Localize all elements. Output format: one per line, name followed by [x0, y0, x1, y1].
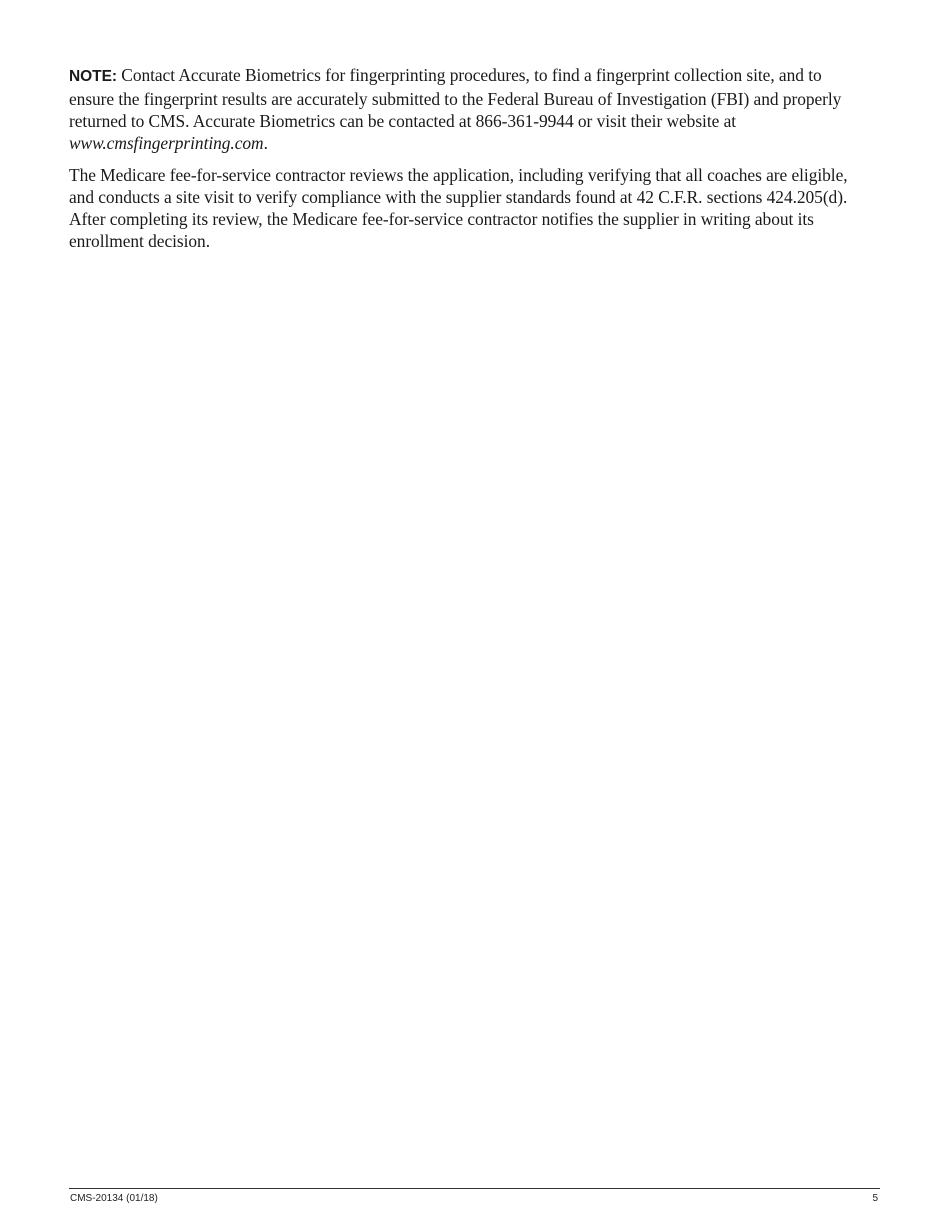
note-label: NOTE:	[69, 68, 117, 85]
page-content	[69, 64, 869, 262]
fingerprinting-website-link[interactable]: www.cmsfingerprinting.com	[69, 133, 264, 153]
page-number: 5	[872, 1193, 878, 1204]
review-paragraph: The Medicare fee-for-service contractor reviews the application, including verifying that all coaches are eligible, and conducts a site visit to verify compliance with the supplier standards found at 42 C.F.R. sections 424.205(d). After completing its review, the Medicare fee-for-service contractor notifies the supplier in writing about its enrollment decision.	[69, 165, 848, 251]
note-period: .	[263, 133, 268, 153]
form-id: CMS-20134 (01/18)	[70, 1193, 158, 1204]
page-footer	[69, 1188, 880, 1204]
note-text: Contact Accurate Biometrics for fingerprinting procedures, to find a fingerprint collection site, and to ensure the fingerprint results are accurately submitted to the Federal Bureau of Investigation (FBI) and properly returned to CMS. Accurate Biometrics can be contacted at 866-361-9944 or visit their website at	[69, 65, 842, 131]
note-paragraph	[69, 64, 869, 154]
